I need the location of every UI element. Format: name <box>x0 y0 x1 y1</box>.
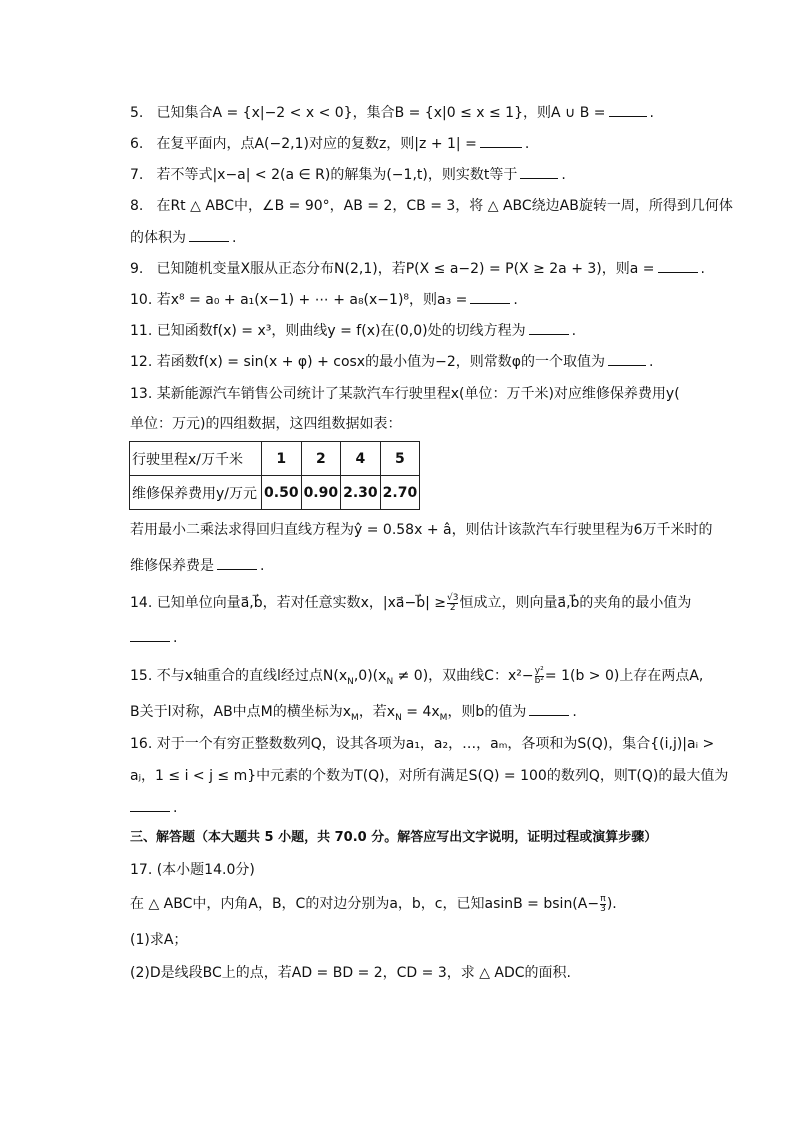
answer-blank <box>529 322 569 335</box>
question-16-cont <box>130 766 728 786</box>
answer-blank <box>130 799 170 812</box>
question-13-after-cont <box>130 556 264 576</box>
question-text: 恒成立，则向量a⃗,b⃗的夹角的最小值为 <box>459 595 692 611</box>
question-text: 若用最小二乘法求得回归直线方程为ŷ = 0.58x + â，则估计该款汽车行驶里程为6万千米时的 <box>130 522 713 538</box>
answer-blank <box>658 260 698 273</box>
question-17-part2: (2)D是线段BC上的点，若AD = BD = 2，CD = 3，求 △ ADC的面积. <box>130 965 571 981</box>
section-heading: 三、解答题（本大题共 5 小题，共 70.0 分。解答应写出文字说明，证明过程或演算步骤） <box>130 830 658 845</box>
period: . <box>561 167 566 183</box>
subscript: N <box>386 676 394 687</box>
question-text: 不与x轴重合的直线l经过点N(x <box>156 668 348 684</box>
question-text: 在Rt △ ABC中，∠B = 90°，AB = 2，CB = 3，将 △ ABC绕边AB旋转一周，所得到几何体 <box>156 198 733 214</box>
question-10 <box>130 290 518 310</box>
question-text: 在 △ ABC中，内角A，B，C的对边分别为a，b，c，已知asinB = bsin(A− <box>130 896 600 912</box>
period: . <box>232 230 237 246</box>
question-number: 15. <box>130 668 153 684</box>
table-cell: 1 <box>262 442 302 476</box>
table-cell: 0.50 <box>262 476 302 510</box>
fraction-denominator: 2 <box>449 602 456 613</box>
question-6 <box>130 134 529 154</box>
question-number: 7. <box>130 167 144 183</box>
fraction-denominator: b² <box>534 675 544 686</box>
answer-blank <box>609 104 647 117</box>
table-cell: 2.70 <box>380 476 420 510</box>
subscript: M <box>439 712 448 723</box>
fraction <box>447 594 458 613</box>
table-cell: 5 <box>380 442 420 476</box>
question-16 <box>130 734 714 754</box>
question-text: aⱼ，1 ≤ i < j ≤ m}中元素的个数为T(Q)，对所有满足S(Q) = 100的数列Q，则T(Q)的最大值为 <box>130 768 729 784</box>
question-number: 17. <box>130 862 153 878</box>
question-17-part1: (1)求A； <box>130 932 188 948</box>
answer-blank <box>480 135 522 148</box>
question-15 <box>130 666 703 692</box>
question-text: = 1(b > 0)上存在两点A, <box>544 668 704 684</box>
question-number: 10. <box>130 292 153 308</box>
question-number: 8. <box>130 198 144 214</box>
question-number: 6. <box>130 136 144 152</box>
question-score: (本小题14.0分) <box>156 862 255 878</box>
question-number: 11. <box>130 323 153 339</box>
table-header-cell: 行驶里程x/万千米 <box>130 442 262 476</box>
fraction <box>535 667 544 686</box>
question-text: 某新能源汽车销售公司统计了某款汽车行驶里程x(单位：万千米)对应维修保养费用y( <box>156 386 680 402</box>
question-text: 单位：万元)的四组数据，这四组数据如表： <box>130 416 402 432</box>
fraction <box>600 895 606 914</box>
answer-blank <box>608 353 646 366</box>
period: . <box>648 354 654 370</box>
subscript: M <box>351 712 359 723</box>
question-11 <box>130 321 576 341</box>
period: . <box>572 704 577 720</box>
question-16-blank <box>130 798 177 818</box>
question-text: B关于l对称，AB中点M的横坐标为x <box>130 704 352 720</box>
period: . <box>513 292 518 308</box>
question-text: ≠ 0)，双曲线C：x²− <box>393 668 534 684</box>
question-9 <box>130 259 705 279</box>
question-text: 维修保养费是 <box>130 558 214 574</box>
answer-blank <box>189 229 229 242</box>
fraction-numerator: π <box>600 893 606 904</box>
answer-blank <box>130 629 170 642</box>
question-17 <box>130 860 255 880</box>
question-text: 若函数f(x) = sin(x + φ) + cosx的最小值为−2，则常数φ的一个取值为 <box>156 354 605 370</box>
question-text: 在复平面内，点A(−2,1)对应的复数z，则|z + 1| = <box>156 136 477 152</box>
period: . <box>700 261 705 277</box>
question-text: 已知函数f(x) = x³，则曲线y = f(x)在(0,0)处的切线方程为 <box>156 323 526 339</box>
question-17-text <box>130 894 617 914</box>
subscript: N <box>395 712 402 723</box>
question-13-cont <box>130 414 401 434</box>
question-number: 16. <box>130 736 153 752</box>
question-14 <box>130 593 691 613</box>
question-7 <box>130 165 566 185</box>
question-12 <box>130 352 653 372</box>
question-8-cont <box>130 228 236 248</box>
fraction-numerator: y² <box>534 665 544 676</box>
table-row <box>130 476 420 510</box>
table-cell: 0.90 <box>301 476 341 510</box>
period: . <box>571 323 577 339</box>
question-5 <box>130 103 654 123</box>
question-13-after <box>130 520 713 540</box>
question-number: 9. <box>130 261 144 277</box>
question-text: 的体积为 <box>130 230 186 246</box>
question-text: ). <box>606 896 617 912</box>
question-13 <box>130 384 680 404</box>
period: . <box>649 105 654 121</box>
question-text: 若x⁸ = a₀ + a₁(x−1) + ⋯ + a₈(x−1)⁸，则a₃ = <box>156 292 468 308</box>
question-text: 若不等式|x−a| < 2(a ∈ R)的解集为(−1,t)，则实数t等于 <box>156 167 518 183</box>
answer-blank <box>470 291 510 304</box>
question-text: 已知随机变量X服从正态分布N(2,1)，若P(X ≤ a−2) = P(X ≥ 2a + 3)，则a = <box>156 261 655 277</box>
table-cell: 4 <box>341 442 381 476</box>
question-text: 对于一个有穷正整数数列Q，设其各项为a₁，a₂，…，aₘ，各项和为S(Q)，集合{(i,j)|aᵢ > <box>156 736 715 752</box>
question-number: 12. <box>130 354 153 370</box>
question-text: = 4x <box>401 704 440 720</box>
question-text: ,0)(x <box>353 668 387 684</box>
answer-blank <box>520 166 558 179</box>
question-8 <box>130 196 733 216</box>
period: . <box>524 136 530 152</box>
question-number: 13. <box>130 386 153 402</box>
question-15-cont <box>130 702 577 728</box>
period: . <box>173 630 178 646</box>
answer-blank <box>529 703 569 716</box>
question-text: 已知集合A = {x|−2 < x < 0}，集合B = {x|0 ≤ x ≤ 1}，则A ∪ B = <box>156 105 606 121</box>
question-number: 5. <box>130 105 144 121</box>
data-table <box>129 441 420 510</box>
subscript: N <box>347 676 354 687</box>
table-header-cell: 维修保养费用y/万元 <box>130 476 262 510</box>
question-text: 已知单位向量a⃗,b⃗，若对任意实数x，|xa⃗−b⃗| ≥ <box>156 595 447 611</box>
period: . <box>173 800 178 816</box>
table-row <box>130 442 420 476</box>
period: . <box>260 558 265 574</box>
question-text: ，则b的值为 <box>447 704 527 720</box>
answer-blank <box>217 557 257 570</box>
fraction-numerator: √3 <box>447 592 459 603</box>
table-cell: 2.30 <box>341 476 381 510</box>
fraction-denominator: 3 <box>600 903 606 914</box>
table-cell: 2 <box>301 442 341 476</box>
question-14-cont <box>130 628 177 648</box>
question-number: 14. <box>130 595 153 611</box>
question-text: ，若x <box>358 704 396 720</box>
